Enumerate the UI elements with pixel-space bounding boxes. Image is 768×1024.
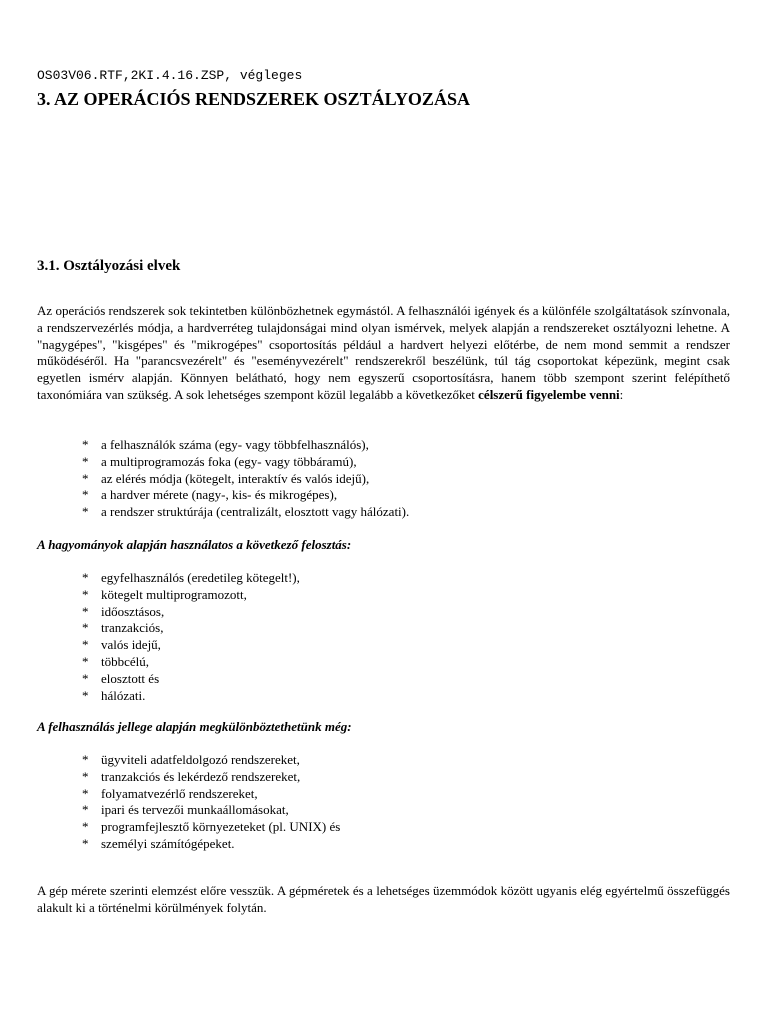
bullet-marker: *: [82, 819, 89, 835]
list-item: [82, 637, 300, 654]
bullet-marker: *: [82, 504, 89, 520]
intro-trailing-text: :: [619, 386, 624, 402]
bullet-marker: *: [82, 768, 89, 784]
list-item: [82, 654, 300, 671]
list-item-text: a hardver mérete (nagy-, kis- és mikrogépes),: [101, 487, 338, 503]
list-item-text: ipari és tervezői munkaállomásokat,: [101, 802, 289, 818]
bullet-marker: *: [82, 570, 89, 585]
bullet-marker: *: [82, 653, 89, 669]
list-item: [82, 587, 300, 604]
traditional-heading: A hagyományok alapján használatos a következő felosztás:: [37, 537, 352, 552]
intro-bold-text: célszerű figyelembe venni: [478, 386, 620, 402]
bullet-marker: *: [82, 752, 89, 767]
criteria-list: [82, 437, 409, 521]
list-item: [82, 769, 340, 786]
list-item: [82, 819, 340, 836]
list-item: [82, 487, 409, 504]
list-item: [82, 437, 409, 454]
bullet-marker: *: [82, 620, 89, 636]
list-item: [82, 471, 409, 488]
list-item-text: többcélú,: [101, 653, 150, 669]
list-item-text: elosztott és: [101, 670, 160, 686]
bullet-marker: *: [82, 437, 89, 452]
list-item: [82, 802, 340, 819]
bullet-marker: *: [82, 487, 89, 503]
list-item: [82, 671, 300, 688]
list-item: [82, 836, 340, 853]
list-item-text: személyi számítógépeket.: [101, 835, 235, 851]
list-item: [82, 786, 340, 803]
list-item-text: tranzakciós és lekérdező rendszereket,: [101, 768, 301, 784]
closing-paragraph: A gép mérete szerinti elemzést előre vesszük. A gépméretek és a lehetséges üzemmódok között ugyanis elég egyértelmű összefüggés alakult ki a történelmi körülmények folytán.: [37, 883, 730, 915]
list-item-text: a multiprogramozás foka (egy- vagy többáramú),: [101, 453, 357, 469]
bullet-marker: *: [82, 687, 89, 703]
list-item-text: tranzakciós,: [101, 620, 164, 636]
traditional-list: [82, 570, 300, 704]
list-item-text: kötegelt multiprogramozott,: [101, 586, 247, 602]
list-item-text: az elérés módja (kötegelt, interaktív és valós idejű),: [101, 470, 370, 486]
usage-list: [82, 752, 340, 853]
list-item-text: időosztásos,: [101, 603, 165, 619]
list-item-text: a felhasználók száma (egy- vagy többfelhasználós),: [101, 437, 369, 452]
bullet-marker: *: [82, 453, 89, 469]
usage-heading: A felhasználás jellege alapján megkülönböztethetünk még:: [37, 719, 352, 734]
list-item-text: hálózati.: [101, 687, 146, 703]
list-item: [82, 454, 409, 471]
intro-paragraph: [37, 303, 730, 404]
bullet-marker: *: [82, 835, 89, 851]
list-item-text: egyfelhasználós (eredetileg kötegelt!),: [101, 570, 300, 585]
list-item-text: valós idejű,: [101, 637, 161, 653]
bullet-marker: *: [82, 603, 89, 619]
bullet-marker: *: [82, 586, 89, 602]
bullet-marker: *: [82, 637, 89, 653]
chapter-title: 3. AZ OPERÁCIÓS RENDSZEREK OSZTÁLYOZÁSA: [37, 89, 470, 109]
list-item: [82, 620, 300, 637]
list-item: [82, 688, 300, 705]
list-item: [82, 752, 340, 769]
list-item: [82, 570, 300, 587]
section-title: 3.1. Osztályozási elvek: [37, 258, 181, 274]
bullet-marker: *: [82, 785, 89, 801]
list-item-text: programfejlesztő környezeteket (pl. UNIX) és: [101, 819, 341, 835]
list-item: [82, 504, 409, 521]
intro-text: Az operációs rendszerek sok tekintetben különbözhetnek egymástól. A felhasználói igények és a különféle szolgáltatások színvonala, a rendszervezérlés módja, a hardverréteg tulajdonságai mind olyan ismérvek, melyek alapján a rendszereket osztályozni lehetne. A "nagygépes", "kisgépes" és "mikrogépes" csoportosítás például a hardvert helyezi előtérbe, de nem mond semmit a rendszer működéséről. Ha "parancsvezérelt" és "eseményvezérelt" rendszerekről beszélünk, túl tág csoportokat képezünk, megint csak egyetlen ismérv alapján. Könnyen belátható, hogy nem egyszerű csoportosításra, hanem több szempont szerint felépíthető taxonómiára van szükség. A sok lehetséges szempont közül legalább a következőket: [37, 303, 730, 402]
bullet-marker: *: [82, 470, 89, 486]
bullet-marker: *: [82, 670, 89, 686]
list-item: [82, 604, 300, 621]
list-item-text: ügyviteli adatfeldolgozó rendszereket,: [101, 752, 300, 767]
list-item-text: a rendszer struktúrája (centralizált, elosztott vagy hálózati).: [101, 504, 410, 520]
bullet-marker: *: [82, 802, 89, 818]
file-header-line: OS03V06.RTF,2KI.4.16.ZSP, végleges: [37, 68, 303, 83]
list-item-text: folyamatvezérlő rendszereket,: [101, 785, 258, 801]
